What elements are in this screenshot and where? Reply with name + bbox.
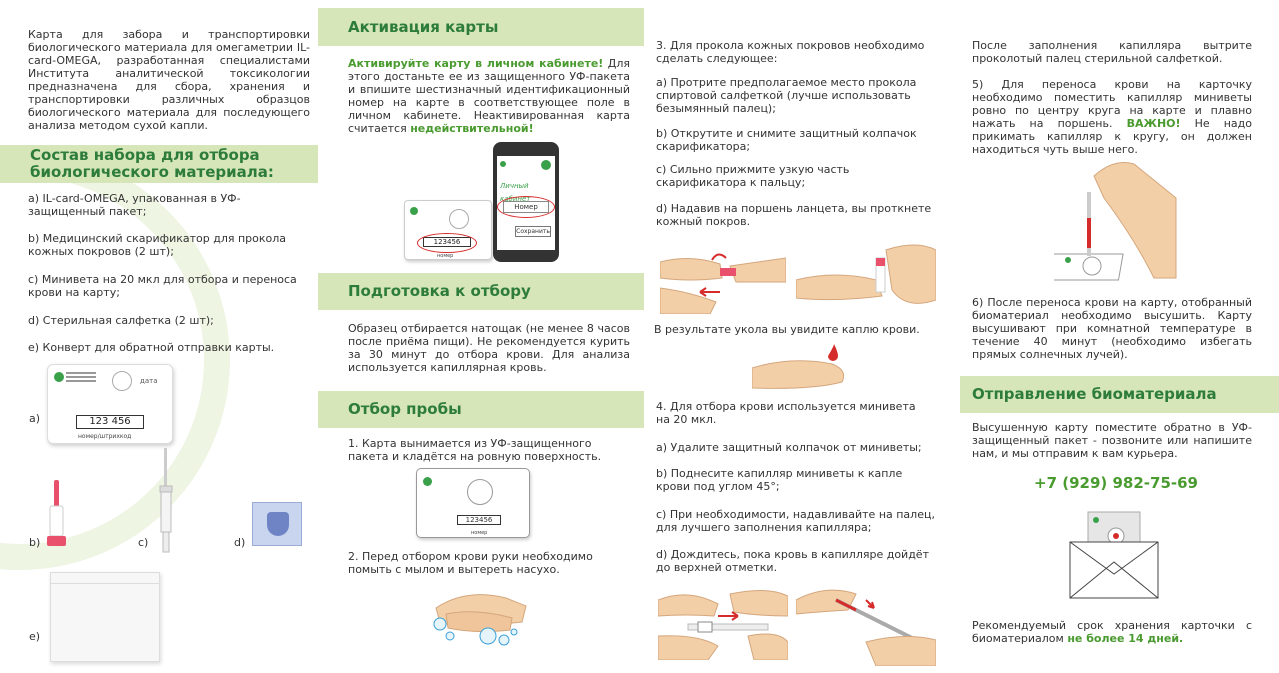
phone-save-button: Сохранить [516, 228, 550, 235]
label-e: e) [29, 630, 41, 643]
card-number-caption: номер [437, 253, 454, 259]
envelope-with-card-image [1066, 508, 1162, 602]
transfer-to-card-image [1054, 158, 1178, 288]
step-3a-text: a) Протрите предполагаемое место прокола спиртовой салфеткой (лучше использовать безымянный палец); [656, 76, 917, 115]
card-number-caption: номер [471, 530, 488, 536]
phone-title: Личный кабинет [500, 182, 531, 203]
card-number-box: 123 456 [76, 415, 144, 429]
clover-logo-icon [410, 207, 418, 215]
phone-field-circled [497, 196, 555, 218]
minivette-image [154, 446, 178, 556]
column-activation [318, 0, 644, 673]
card-number-box: 123456 [457, 515, 501, 525]
puncture-image-1 [660, 242, 786, 314]
step-6-text: 6) После переноса крови на карту, отобранный биоматериал необходимо высушить. Карту высушивают при комнатной температуре в течение 40 минут (необходимо избегать прямых солнечных лучей). [972, 296, 1252, 361]
phone-number-field: Номер [503, 201, 549, 213]
wipe-image [252, 502, 302, 546]
blood-drop-finger-image [752, 338, 850, 394]
envelope-image [50, 572, 160, 662]
label-c: c) [138, 536, 149, 549]
storage-text: Рекомендуемый срок хранения карточки с биоматериалом не более 14 дней. [972, 619, 1252, 645]
sending-text: Высушенную карту поместите обратно в УФ-защищенный пакет - позвоните или напишите нам, и мы отправим к вам курьера. [972, 421, 1252, 460]
card-image [47, 364, 173, 444]
kit-heading: Состав набора для отбора биологического материала: [0, 145, 318, 183]
card-circle [449, 209, 469, 229]
label-a: a) [29, 412, 41, 425]
step-4b-text: b) Поднесите капилляр миниветы к капле крови под углом 45°; [656, 467, 903, 493]
minivette-fill-image [796, 580, 936, 666]
washing-hands-image [426, 578, 536, 648]
step-3d-text: d) Надавив на поршень ланцета, вы проткнете кожный покров. [656, 202, 932, 228]
step-3b-text: b) Открутите и снимите защитный колпачок скарификатора; [656, 127, 917, 153]
card-number-box: 123456 [423, 237, 471, 247]
phone-number[interactable]: +7 (929) 982-75-69 [1034, 474, 1198, 492]
card-circle [467, 479, 493, 505]
step-4c-text: c) При необходимости, надавливайте на палец, для лучшего заполнения капилляра; [656, 508, 935, 534]
phone-circle [541, 160, 551, 170]
label-d: d) [234, 536, 246, 549]
step-1-text: 1. Карта вынимается из УФ-защищенного пакета и кладётся на ровную поверхность. [348, 437, 602, 463]
step-4-text: 4. Для отбора крови используется минивета на 20 мкл. [656, 400, 916, 426]
wipe-pattern [267, 512, 289, 536]
wipe-text: После заполнения капилляра вытрите проколотый палец стерильной салфеткой. [972, 39, 1252, 65]
envelope-flap-line [51, 583, 159, 584]
column-puncture [644, 0, 960, 673]
clover-logo-icon [423, 477, 432, 486]
card-date-label: дата [140, 377, 158, 385]
puncture-image-2 [796, 240, 936, 316]
step-4d-text: d) Дождитесь, пока кровь в капилляре дойдёт до верхней отметки. [656, 548, 929, 574]
step-5-text: 5) Для переноса крови на карточку необходимо поместить капилляр миниветы ровно по центру круга на карте и плавно нажать на поршень. ВАЖНО! Не надо прикимать капилляр к кругу, он должен находиться чуть выше него. [972, 78, 1252, 156]
phone-screen [497, 156, 555, 250]
kit-item-a: a) IL-card-OMEGA, упакованная в УФ-защищенный пакет; [28, 192, 241, 218]
kit-item-b: b) Медицинский скарификатор для прокола кожных покровов (2 шт); [28, 232, 287, 258]
activation-card-image [404, 200, 492, 260]
step-2-text: 2. Перед отбором крови руки необходимо помыть с мылом и вытереть насухо. [348, 550, 593, 576]
card-number-caption: номер/штрихкод [78, 433, 132, 440]
label-b: b) [29, 536, 41, 549]
column-transfer [960, 0, 1279, 673]
kit-item-c: c) Минивета на 20 мкл для отбора и переноса крови на карту; [28, 273, 297, 299]
phone-image [493, 142, 559, 262]
sampling-heading: Отбор пробы [318, 391, 644, 428]
step-3-text: 3. Для прокола кожных покровов необходимо сделать следующее: [656, 39, 925, 65]
intro-text: Карта для забора и транспортировки биологического материала для омегаметрии IL-card-OMEGA, разработанная специалистами Института аналитической токсикологии предназначена для сбора, хранения и транспортировки различных образцов биологического материала для последующего анализа методом сухой капли. [28, 28, 310, 132]
step-3c-text: c) Сильно прижмите узкую часть скарификатора к пальцу; [656, 163, 850, 189]
step-1-card-image [416, 468, 530, 538]
activation-heading: Активация карты [318, 8, 644, 46]
clover-logo-icon [54, 372, 64, 382]
result-text: В результате укола вы увидите каплю крови. [654, 323, 920, 336]
minivette-cap-image [658, 586, 788, 660]
scarifier-image [42, 478, 72, 550]
preparation-text: Образец отбирается натощак (не менее 8 часов после приёма пищи). Не рекомендуется курить за 30 минут до отбора крови. Для анализа используется капиллярная кровь. [348, 322, 630, 374]
logo-text-lines [66, 372, 96, 374]
clover-logo-icon [500, 161, 506, 167]
sending-heading: Отправление биоматериала [960, 376, 1279, 413]
kit-item-e: e) Конверт для обратной отправки карты. [28, 341, 275, 354]
preparation-heading: Подготовка к отбору [318, 273, 644, 310]
kit-item-d: d) Стерильная салфетка (2 шт); [28, 314, 214, 327]
column-composition [0, 0, 318, 673]
card-circle [112, 371, 132, 391]
activation-text: Активируйте карту в личном кабинете! Для этого достаньте ее из защищенного УФ-пакета и впишите шестизначный идентификационный номер на карте в соответствующее поле в личном кабинете. Неактивированная карта считается недействительной! [348, 57, 630, 135]
step-4a-text: a) Удалите защитный колпачок от миниветы; [656, 441, 922, 454]
